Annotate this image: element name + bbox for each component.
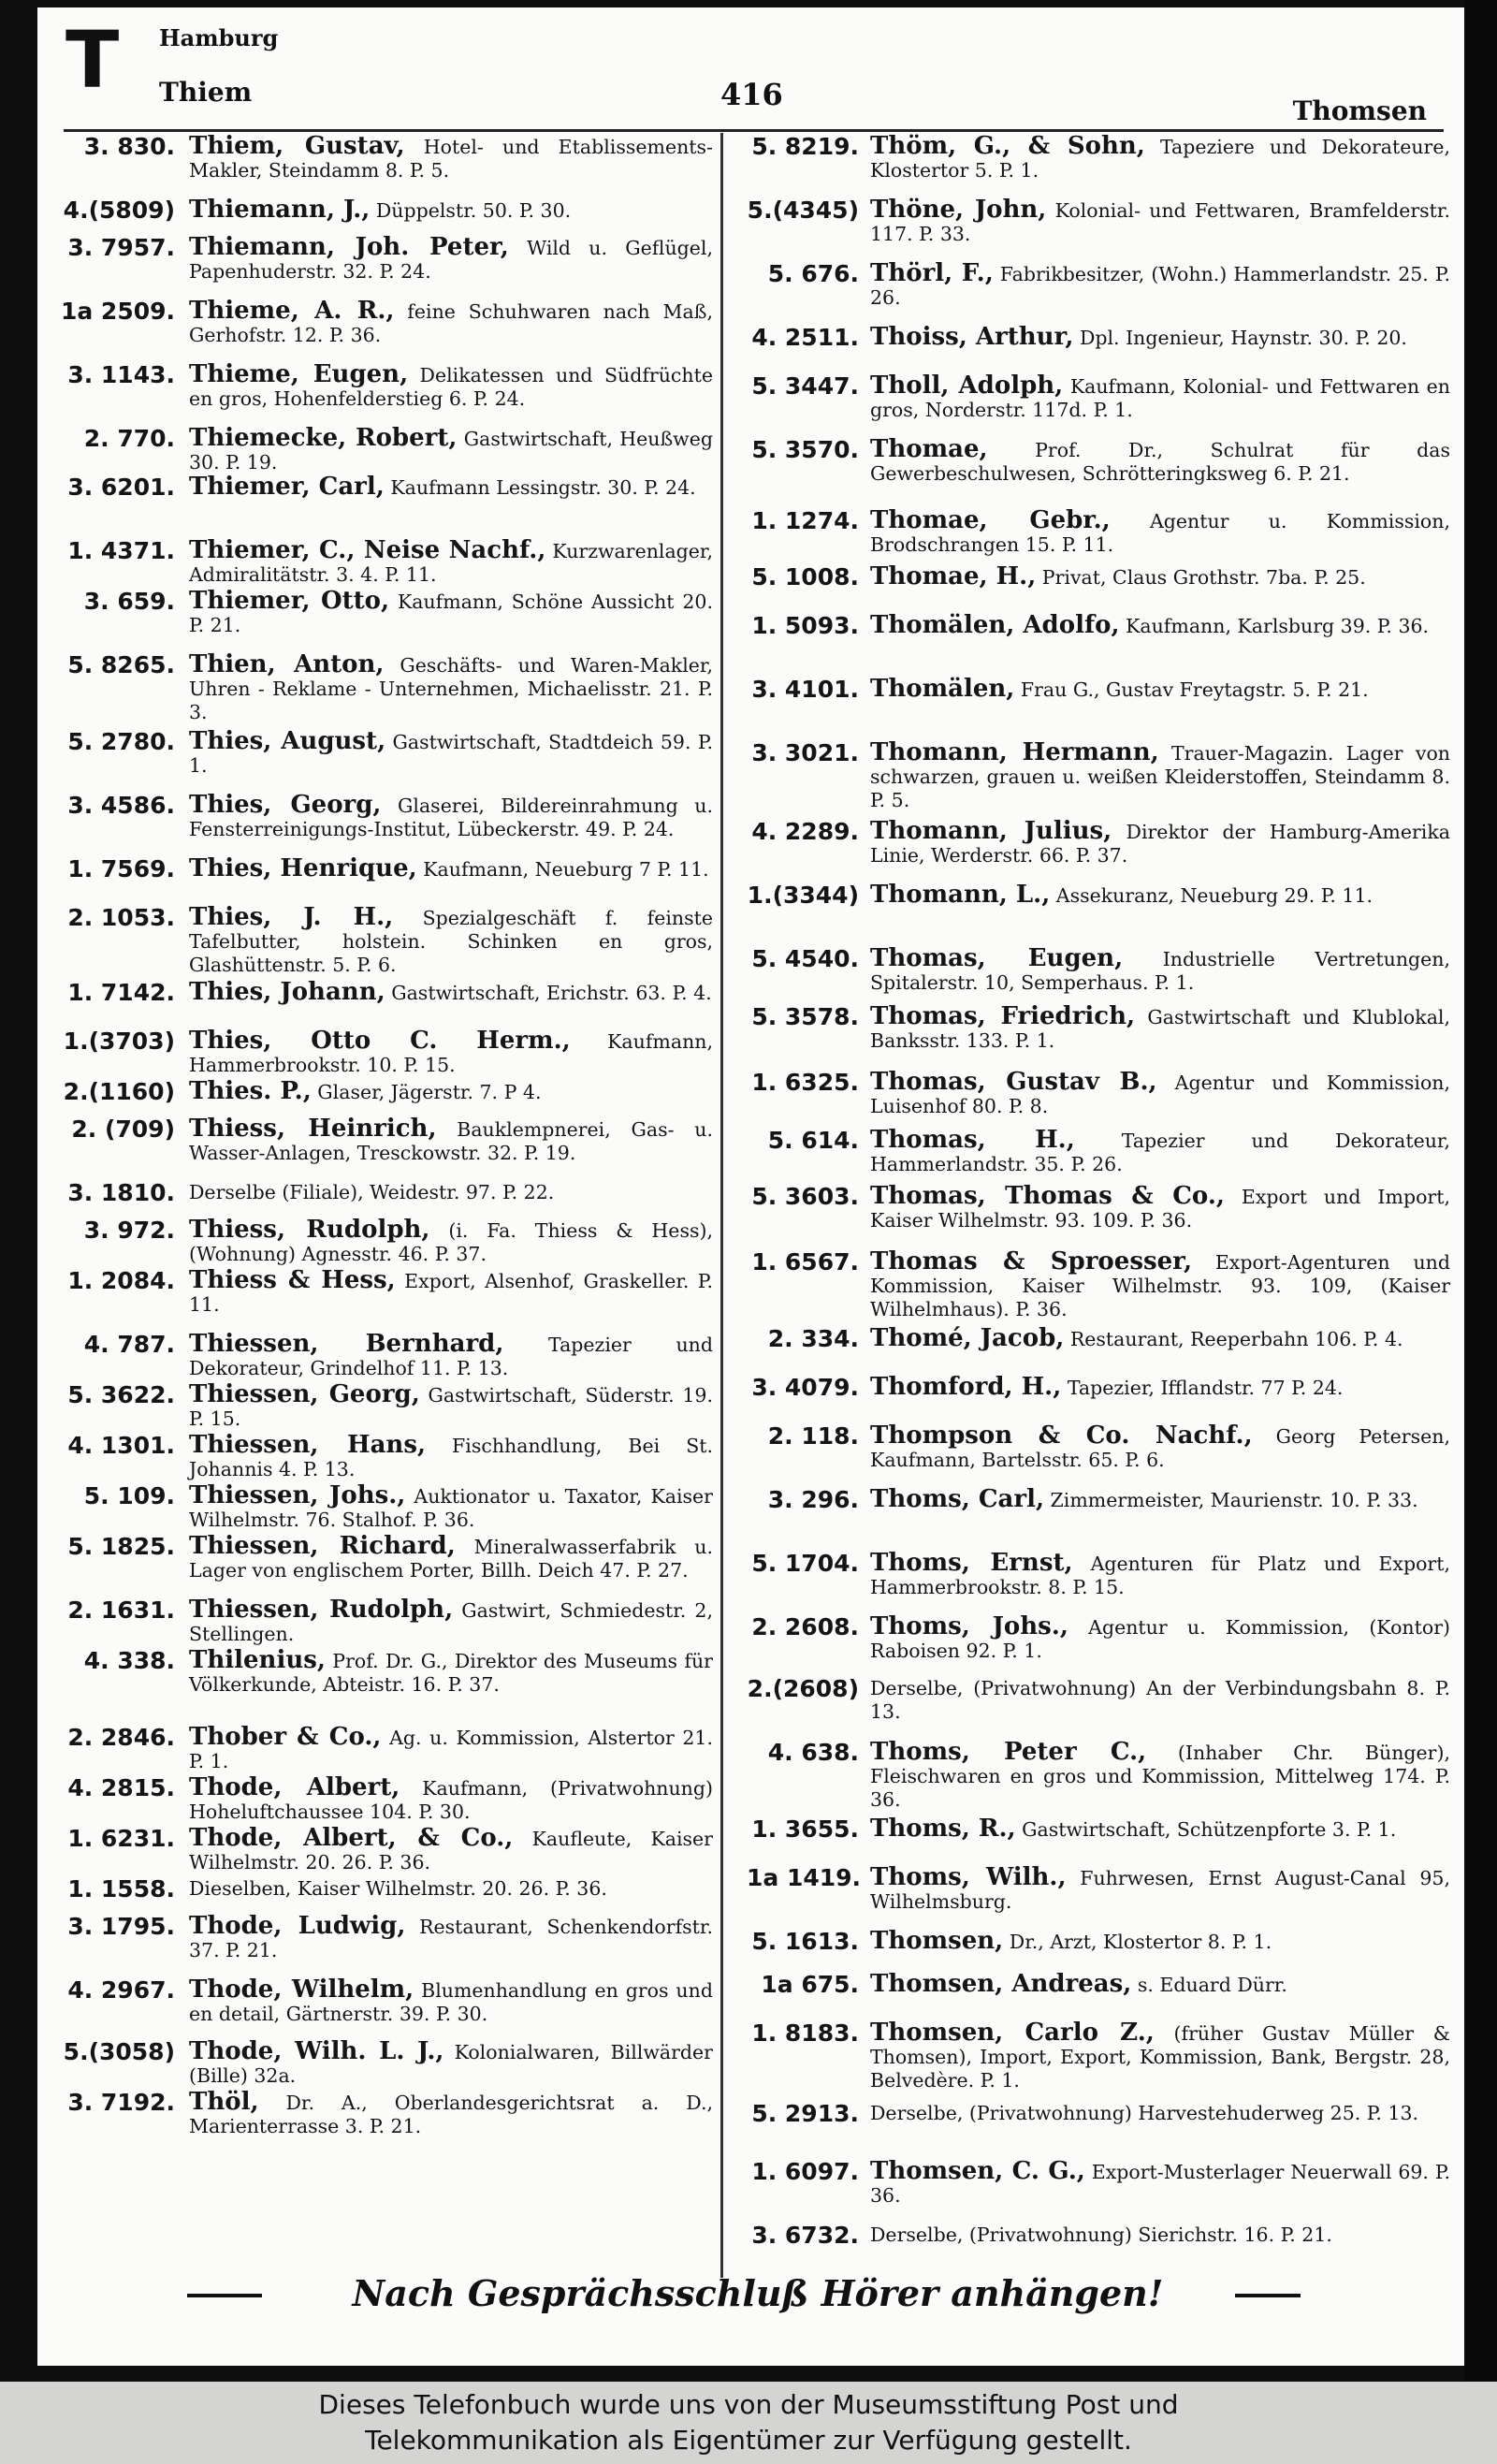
entry-text [189, 1532, 713, 1582]
entry-name: Thiessen, Johs., [189, 1481, 406, 1509]
entry-name: Thomé, Jacob, [870, 1324, 1065, 1352]
phone-number: 5. 3578. [751, 1003, 859, 1030]
entry-name: Thiemann, J., [189, 196, 371, 224]
entry-description: Industrielle Vertretungen, Spitalerstr. 10, Semperhaus. P. 1. [870, 948, 1450, 994]
entry-description: Export-Agenturen und Kommission, Kaiser Wilhelmstr. 93. 109, (Kaiser Wilhelmhaus). P. 36. [870, 1251, 1450, 1320]
phone-number: 5. 4540. [751, 945, 859, 972]
phone-number: 5. 1825. [67, 1533, 175, 1560]
entry-text [870, 1817, 1450, 1842]
footer-rule-right [1235, 2294, 1301, 2297]
phone-number: 1. 6231. [67, 1825, 175, 1852]
entry-name: Thiessen, Rudolph, [189, 1596, 454, 1624]
phone-number: 3. 296. [767, 1486, 859, 1513]
entry-description: Geschäfts- und Waren-Makler, Uhren - Reklame - Unternehmen, Michaelisstr. 21. P. 3. [189, 654, 713, 723]
entry-name: Thies, August, [189, 727, 386, 755]
entry-name: Thiessen, Bernhard, [189, 1330, 504, 1358]
entry-name: Thies, Georg, [189, 791, 382, 819]
phone-number: 1.(3703) [63, 1028, 175, 1055]
phone-number: 3. 830. [83, 133, 175, 160]
entry-description: Hotel- und Etablissements-Makler, Steindamm 8. P. 5. [189, 136, 713, 182]
phone-number: 4. 2967. [67, 1976, 175, 2004]
phone-number: 3. 659. [83, 588, 175, 615]
phone-number: 2. 770. [83, 425, 175, 452]
entry-text [189, 587, 713, 637]
entry-name: Thomas, H., [870, 1126, 1075, 1154]
entry-text [189, 978, 713, 1006]
entry-text [870, 1182, 1450, 1232]
entry-description: Gastwirtschaft, Schützenpforte 3. P. 1. [1022, 1818, 1397, 1841]
phone-number: 4.(5809) [63, 197, 175, 224]
entry-description: Agentur u. Kommission, Brodschrangen 15. P. 11. [870, 510, 1450, 556]
entry-text [189, 1978, 713, 2026]
entry-name: Thiemer, Carl, [189, 473, 385, 501]
entry-text [189, 198, 713, 223]
entry-text [189, 1598, 713, 1646]
entry-description: Bauklempnerei, Gas- u. Wasser-Anlagen, Tresckowstr. 32. P. 19. [189, 1118, 713, 1164]
entry-text [189, 854, 713, 882]
phone-number: 3. 6201. [67, 474, 175, 501]
entry-name: Thomsen, Andreas, [870, 1970, 1132, 1998]
entry-text [870, 1373, 1450, 1401]
phone-number: 3. 1795. [67, 1913, 175, 1940]
phone-number: 2. 1631. [67, 1596, 175, 1624]
entry-description: Privat, Claus Grothstr. 7ba. P. 25. [1041, 566, 1366, 589]
entry-name: Thode, Wilhelm, [189, 1976, 414, 2004]
entry-name: Thompson & Co. Nachf., [870, 1422, 1253, 1450]
entry-description: Kolonialwaren, Billwärder (Bille) 32a. [189, 2041, 713, 2087]
entry-name: Thoms, Ernst, [870, 1549, 1073, 1577]
entry-name: Thomae, Gebr., [870, 506, 1111, 534]
phone-number: 1a 1419. [747, 1864, 862, 1891]
entry-description: Gastwirtschaft, Heußweg 30. P. 19. [189, 428, 713, 474]
notice-line-1: Dieses Telefonbuch wurde uns von der Museumsstiftung Post und [318, 2389, 1179, 2420]
entry-text [189, 1877, 713, 1901]
entry-text [870, 198, 1450, 246]
entry-description: Kaufmann, Schöne Aussicht 20. P. 21. [189, 590, 713, 636]
entry-text [870, 1068, 1451, 1118]
entry-name: Thiemann, Joh. Peter, [189, 233, 509, 261]
entry-text [189, 1773, 713, 1824]
entry-text [189, 536, 713, 587]
entry-name: Thomann, Julius, [870, 817, 1112, 845]
entry-name: Thomsen, C. G., [870, 2157, 1085, 2185]
entry-description: Kaufmann, Kolonial- und Fettwaren en gros, Norderstr. 117d. P. 1. [870, 375, 1450, 421]
phone-number: 5. 676. [767, 260, 859, 287]
entry-name: Thomälen, [870, 675, 1015, 703]
phone-number: 4. 338. [83, 1647, 175, 1674]
phone-number: 5. 1008. [751, 563, 859, 590]
phone-number: 5. 3603. [751, 1183, 859, 1210]
entry-description: Mineralwasserfabrik u. Lager von englischem Porter, Billh. Deich 47. P. 27. [189, 1536, 713, 1582]
entry-name: Thilenius, [189, 1646, 326, 1674]
entry-text [870, 132, 1450, 182]
phone-number: 1.(3344) [747, 882, 859, 909]
entry-description: Fabrikbesitzer, (Wohn.) Hammerlandstr. 25. P. 26. [870, 263, 1450, 309]
entry-description: Kaufleute, Kaiser Wilhelmstr. 20. 26. P. 36. [189, 1828, 713, 1874]
footer-rule-left [187, 2294, 262, 2297]
entry-name: Thoms, Peter C., [870, 1738, 1147, 1766]
entry-text [189, 299, 713, 347]
phone-number: 3. 4101. [751, 676, 859, 703]
entry-text [870, 1424, 1450, 1472]
footer-instruction: Nach Gesprächsschluß Hörer anhängen! [352, 2272, 1164, 2314]
entry-description: Fuhrwesen, Ernst August-Canal 95, Wilhelmsburg. [870, 1867, 1450, 1913]
entry-description: Tapezier und Dekorateur, Hammerlandstr. 35. P. 26. [870, 1130, 1450, 1175]
entry-description: Export und Import, Kaiser Wilhelmstr. 93. 109. P. 36. [870, 1186, 1450, 1232]
phone-number: 1. 1274. [751, 507, 859, 534]
phone-number: 4. 787. [83, 1331, 175, 1358]
phone-number: 1. 5093. [751, 612, 859, 639]
phone-number: 2. 334. [767, 1325, 859, 1352]
phone-number: 5. 3622. [67, 1381, 175, 1408]
phone-number: 1. 1558. [67, 1875, 175, 1903]
entry-description: Direktor der Hamburg-Amerika Linie, Werderstr. 66. P. 37. [870, 821, 1450, 867]
phone-number: 1. 4371. [67, 537, 175, 564]
ownership-notice [0, 2382, 1497, 2464]
entry-description: Dr., Arzt, Klostertor 8. P. 1. [1009, 1931, 1272, 1953]
entry-description: Derselbe, (Privatwohnung) Sierichstr. 16. P. 21. [870, 2223, 1332, 2246]
entry-name: Thode, Ludwig, [189, 1912, 406, 1940]
entry-text [870, 611, 1450, 639]
entry-name: Thies, Johann, [189, 978, 385, 1006]
phone-number: 1. 3655. [751, 1815, 859, 1843]
entry-text [189, 1431, 713, 1481]
entry-description: Blumenhandlung en gros und en detail, Gärtnerstr. 39. P. 30. [189, 1979, 713, 2025]
entry-text [189, 727, 713, 778]
entry-name: Thomann, L., [870, 881, 1051, 909]
entry-description: Zimmermeister, Maurienstr. 10. P. 33. [1050, 1489, 1418, 1511]
phone-number: 4. 1301. [67, 1432, 175, 1459]
phone-number: 5. 3447. [751, 372, 859, 400]
phone-number: 4. 638. [767, 1739, 859, 1766]
phone-number: 2. 2608. [751, 1613, 859, 1640]
entry-text [870, 1863, 1450, 1914]
entry-text [189, 1077, 713, 1105]
entry-text [189, 233, 713, 284]
entry-description: Prof. Dr., Schulrat für das Gewerbeschulwesen, Schrötteringksweg 6. P. 21. [870, 439, 1450, 485]
entry-text [870, 1002, 1450, 1053]
phone-number: 3. 7192. [67, 2089, 175, 2116]
entry-name: Thode, Albert, [189, 1773, 400, 1801]
entry-name: Thieme, A. R., [189, 297, 395, 325]
phone-number: 1. 6567. [751, 1248, 859, 1276]
entry-name: Thomford, H., [870, 1373, 1062, 1401]
entry-description: Spezialgeschäft f. feinste Tafelbutter, holstein. Schinken en gros, Glashüttenstr. 5. P. 6. [189, 907, 713, 976]
entry-text [870, 1247, 1450, 1321]
entry-name: Thiessen, Georg, [189, 1380, 420, 1408]
entry-name: Thomae, [870, 435, 988, 463]
entry-description: Glaser, Jägerstr. 7. P 4. [317, 1081, 542, 1103]
phone-number: 3. 1143. [67, 361, 175, 388]
entry-description: Derselbe (Filiale), Weidestr. 97. P. 22. [189, 1181, 555, 1203]
entry-description: Export-Musterlager Neuerwall 69. P. 36. [870, 2161, 1450, 2207]
entry-description: Gastwirtschaft und Klublokal, Banksstr. 133. P. 1. [870, 1006, 1450, 1052]
phone-number: 1a 2509. [60, 298, 175, 325]
entry-text [189, 475, 713, 500]
entry-name: Thöne, John, [870, 196, 1047, 224]
entry-text [870, 374, 1450, 422]
entry-text [189, 360, 713, 411]
directory-page [37, 7, 1464, 2366]
phone-number: 4. 2815. [67, 1774, 175, 1801]
entry-text [870, 562, 1450, 590]
entry-name: Thiem, Gustav, [189, 132, 405, 160]
notice-line-2: Telekommunikation als Eigentümer zur Verfügung gestellt. [365, 2425, 1132, 2456]
entry-name: Thöl, [189, 2088, 259, 2116]
entry-name: Thieme, Eugen, [189, 360, 409, 388]
phone-number: 2.(2608) [747, 1675, 859, 1702]
header-last-entry: Thomsen [1292, 95, 1427, 126]
entry-name: Thiess, Heinrich, [189, 1115, 437, 1143]
entry-text [870, 506, 1450, 557]
entry-description: Derselbe, (Privatwohnung) Harvestehuderweg 25. P. 13. [870, 2102, 1419, 2124]
phone-number: 2.(1160) [63, 1078, 175, 1105]
column-divider [720, 133, 723, 2278]
entry-name: Thiess, Rudolph, [189, 1216, 430, 1244]
entry-description: Dr. A., Oberlandesgerichtsrat a. D., Marienterrasse 3. P. 21. [189, 2092, 713, 2137]
entry-text [189, 1824, 713, 1874]
phone-number: 3. 7957. [67, 234, 175, 261]
entry-text [189, 650, 713, 724]
phone-number: 5. 109. [83, 1482, 175, 1509]
entry-name: Thomas, Friedrich, [870, 1002, 1136, 1030]
entry-text [189, 1029, 713, 1077]
entry-description: Assekuranz, Neueburg 29. P. 11. [1055, 884, 1373, 907]
entry-text [189, 1117, 713, 1165]
entry-name: Thomälen, Adolfo, [870, 611, 1120, 639]
phone-number: 5. 2780. [67, 728, 175, 755]
entry-description: Auktionator u. Taxator, Kaiser Wilhelmstr. 76. Stalhof. P. 36. [189, 1485, 713, 1531]
phone-number: 5. 1613. [751, 1928, 859, 1955]
entry-description: Wild u. Geflügel, Papenhuderstr. 32. P. 24. [189, 237, 713, 283]
entry-name: Thoms, R., [870, 1815, 1016, 1843]
entry-name: Thomsen, Carlo Z., [870, 2019, 1155, 2047]
entry-description: Kaufmann, Karlsburg 39. P. 36. [1126, 615, 1430, 637]
phone-number: 2. 1053. [67, 904, 175, 931]
entry-text [870, 435, 1450, 486]
entry-name: Thörl, F., [870, 259, 994, 287]
entry-name: Thies, Henrique, [189, 854, 417, 882]
entry-description: Kaufmann Lessingstr. 30. P. 24. [390, 476, 696, 499]
phone-number: 5. 8219. [751, 133, 859, 160]
phone-number: 3. 4079. [751, 1374, 859, 1401]
entry-text [189, 2037, 713, 2088]
entry-description: Dpl. Ingenieur, Haynstr. 30. P. 20. [1079, 327, 1407, 349]
phone-number: 5. 2913. [751, 2100, 859, 2127]
entry-description: Tapezier und Dekorateur, Grindelhof 11. P. 13. [189, 1334, 713, 1379]
entry-name: Thoiss, Arthur, [870, 323, 1074, 351]
phone-number: 5.(4345) [747, 197, 859, 224]
entry-text [870, 323, 1450, 351]
entry-text [189, 1646, 713, 1697]
entry-description: (früher Gustav Müller & Thomsen), Import, Export, Kommission, Bank, Bergstr. 28, Belvedère. P. 1. [870, 2022, 1450, 2092]
entry-text [870, 2102, 1450, 2125]
scan-border [1464, 0, 1497, 2382]
entry-text [189, 903, 713, 977]
phone-number: 1. 6325. [751, 1069, 859, 1096]
entry-description: Kurzwarenlager, Admiralitätstr. 3. 4. P. 11. [189, 540, 713, 586]
entry-name: Thiemer, C., Neise Nachf., [189, 536, 546, 564]
entry-description: Kaufmann, Hammerbrookstr. 10. P. 15. [189, 1030, 713, 1076]
phone-number: 1. 6097. [751, 2158, 859, 2185]
page-number: 416 [720, 77, 783, 112]
phone-number: 5.(3058) [63, 2038, 175, 2065]
entry-text [870, 1612, 1450, 1663]
entry-text [189, 132, 713, 182]
entry-description: Kolonial- und Fettwaren, Bramfelderstr. 117. P. 33. [870, 199, 1450, 245]
section-letter: T [65, 14, 120, 106]
entry-description: Delikatessen und Südfrüchte en gros, Hohenfelderstieg 6. P. 24. [189, 364, 713, 410]
entry-description: Gastwirtschaft, Stadtdeich 59. P. 1. [189, 731, 713, 777]
entry-name: Thiess & Hess, [189, 1266, 396, 1294]
entry-description: Trauer-Magazin. Lager von schwarzen, grauen u. weißen Kleiderstoffen, Steindamm 8. P. 5. [870, 742, 1450, 811]
phone-number: 1. 7569. [67, 855, 175, 882]
entry-text [189, 791, 713, 841]
entry-description: (Inhaber Chr. Bünger), Fleischwaren en gros und Kommission, Mittelweg 174. P. 36. [870, 1742, 1450, 1811]
phone-number: 4. 2289. [751, 818, 859, 845]
entry-name: Tholl, Adolph, [870, 372, 1064, 400]
entry-text [189, 1330, 713, 1380]
entry-description: (i. Fa. Thiess & Hess), (Wohnung) Agnesstr. 46. P. 37. [189, 1219, 713, 1265]
entry-text [189, 1181, 713, 1204]
entry-text [870, 1927, 1450, 1955]
entry-name: Thoms, Johs., [870, 1612, 1068, 1640]
header-city: Hamburg [159, 24, 279, 51]
phone-number: 1. 8183. [751, 2019, 859, 2047]
entry-text [870, 883, 1450, 908]
entry-description: Düppelstr. 50. P. 30. [375, 199, 572, 222]
entry-name: Thomsen, [870, 1927, 1004, 1955]
phone-number: 5. 1704. [751, 1550, 859, 1577]
header-first-entry: Thiem [159, 77, 253, 108]
entry-text [870, 738, 1450, 812]
phone-number: 2. (709) [71, 1115, 175, 1143]
entry-text [189, 1218, 713, 1266]
phone-number: 3. 1810. [67, 1179, 175, 1206]
entry-description: Kaufmann, Neueburg 7 P. 11. [423, 858, 709, 881]
entry-text [870, 944, 1450, 995]
entry-description: Prof. Dr. G., Direktor des Museums für Völkerkunde, Abteistr. 16. P. 37. [189, 1650, 713, 1696]
phone-number: 3. 4586. [67, 792, 175, 819]
entry-text [189, 1723, 713, 1773]
entry-description: Restaurant, Reeperbahn 106. P. 4. [1069, 1328, 1403, 1350]
entry-name: Thomann, Hermann, [870, 738, 1159, 766]
entry-name: Thomas, Eugen, [870, 944, 1124, 972]
entry-description: Tapezier, Ifflandstr. 77 P. 24. [1067, 1377, 1344, 1399]
entry-name: Thiessen, Hans, [189, 1431, 427, 1459]
entry-description: Fischhandlung, Bei St. Johannis 4. P. 13. [189, 1435, 713, 1480]
phone-number: 5. 8265. [67, 651, 175, 678]
phone-number: 5. 3570. [751, 436, 859, 463]
entry-text [870, 817, 1450, 868]
phone-number: 3. 3021. [751, 739, 859, 766]
entry-text [189, 1266, 713, 1317]
phone-number: 2. 2846. [67, 1724, 175, 1751]
entry-name: Thober & Co., [189, 1723, 382, 1751]
entry-name: Thomas & Sproesser, [870, 1247, 1192, 1276]
entry-text [870, 2021, 1450, 2092]
entry-name: Thien, Anton, [189, 650, 385, 678]
entry-description: Gastwirtschaft, Erichstr. 63. P. 4. [391, 982, 712, 1004]
entry-description: Agentur u. Kommission, (Kontor) Raboisen 92. P. 1. [870, 1616, 1450, 1662]
entry-text [870, 1677, 1450, 1724]
entry-name: Thies. P., [189, 1077, 312, 1105]
entry-text [189, 424, 713, 474]
entry-name: Thöm, G., & Sohn, [870, 132, 1145, 160]
entry-text [870, 259, 1450, 310]
phone-number: 3. 6732. [751, 2222, 859, 2249]
entry-name: Thiemecke, Robert, [189, 424, 458, 452]
entry-text [189, 1912, 713, 1962]
entry-description: Frau G., Gustav Freytagstr. 5. P. 21. [1020, 678, 1369, 701]
entry-name: Thode, Wilh. L. J., [189, 2037, 444, 2065]
entry-description: Agentur und Kommission, Luisenhof 80. P. 8. [870, 1072, 1451, 1117]
entry-name: Thoms, Wilh., [870, 1863, 1067, 1891]
entry-text [870, 1485, 1450, 1513]
entry-description: Georg Petersen, Kaufmann, Bartelsstr. 65. P. 6. [870, 1425, 1450, 1471]
entry-name: Thomas, Thomas & Co., [870, 1182, 1225, 1210]
entry-name: Thode, Albert, & Co., [189, 1824, 514, 1852]
entry-name: Thiessen, Richard, [189, 1532, 456, 1560]
entry-name: Thies, J. H., [189, 903, 394, 931]
entry-description: s. Eduard Dürr. [1137, 1974, 1287, 1996]
entry-description: Gastwirtschaft, Süderstr. 19. P. 15. [189, 1384, 713, 1430]
entry-name: Thiemer, Otto, [189, 587, 390, 615]
entry-text [189, 1481, 713, 1532]
entry-text [870, 1324, 1450, 1352]
entry-name: Thies, Otto C. Herm., [189, 1027, 571, 1055]
entry-description: Derselbe, (Privatwohnung) An der Verbindungsbahn 8. P. 13. [870, 1677, 1450, 1723]
entry-description: Glaserei, Bildereinrahmung u. Fensterreinigungs-Institut, Lübeckerstr. 49. P. 24. [189, 795, 713, 840]
entry-name: Thoms, Carl, [870, 1485, 1045, 1513]
entry-text [870, 2157, 1450, 2208]
phone-number: 3. 972. [83, 1217, 175, 1244]
entry-text [870, 1126, 1450, 1176]
phone-number: 1. 2084. [67, 1267, 175, 1294]
entry-description: feine Schuhwaren nach Maß, Gerhofstr. 12. P. 36. [189, 300, 713, 346]
entry-description: Agenturen für Platz und Export, Hammerbrookstr. 8. P. 15. [870, 1553, 1450, 1598]
entry-text [870, 1970, 1450, 1998]
phone-number: 2. 118. [767, 1422, 859, 1450]
entry-text [870, 1738, 1450, 1812]
entry-description: Export, Alsenhof, Graskeller. P. 11. [189, 1270, 713, 1316]
entry-description: Ag. u. Kommission, Alstertor 21. P. 1. [189, 1727, 713, 1772]
entry-name: Thomas, Gustav B., [870, 1068, 1157, 1096]
entry-description: Restaurant, Schenkendorfstr. 37. P. 21. [189, 1916, 713, 1961]
entry-text [870, 2223, 1450, 2247]
phone-number: 1. 7142. [67, 979, 175, 1006]
entry-description: Kaufmann, (Privatwohnung) Hoheluftchaussee 104. P. 30. [189, 1777, 713, 1823]
entry-description: Tapeziere und Dekorateure, Klostertor 5. P. 1. [870, 136, 1450, 182]
phone-number: 4. 2511. [751, 324, 859, 351]
entry-description: Gastwirt, Schmiedestr. 2, Stellingen. [189, 1599, 713, 1645]
entry-text [189, 1380, 713, 1431]
entry-text [870, 1549, 1450, 1599]
phone-number: 1a 675. [761, 1971, 859, 1998]
entry-description: Dieselben, Kaiser Wilhelmstr. 20. 26. P. 36. [189, 1877, 607, 1900]
entry-text [189, 2088, 713, 2138]
phone-number: 5. 614. [767, 1127, 859, 1154]
entry-name: Thomae, H., [870, 562, 1037, 590]
entry-text [870, 675, 1450, 703]
